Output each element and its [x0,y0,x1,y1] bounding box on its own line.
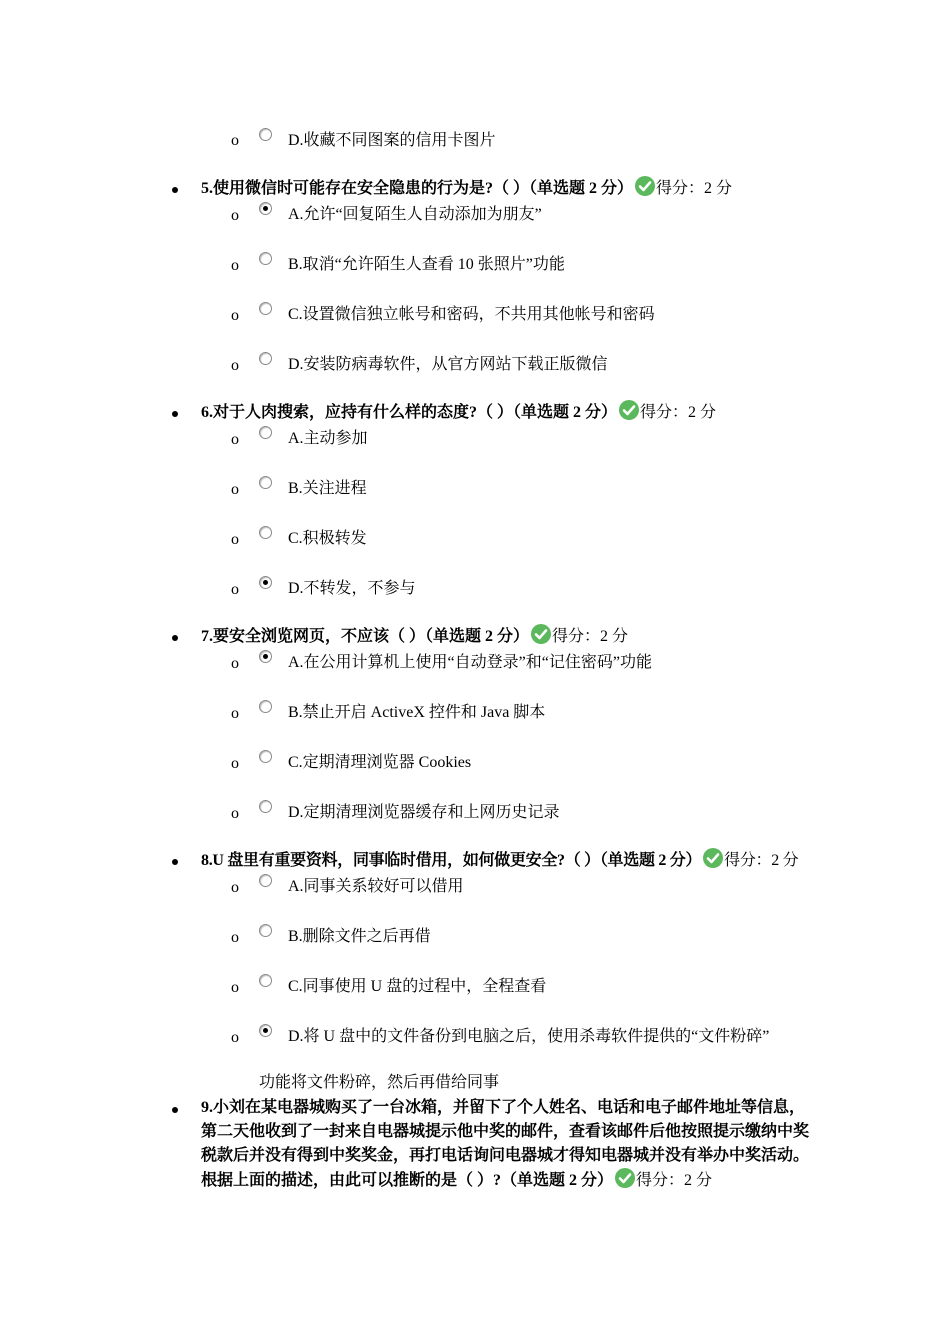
option-marker: o [231,979,239,996]
question-bullet [172,1107,178,1113]
option-marker: o [231,929,239,946]
option-marker: o [231,307,239,324]
question-bullet [172,635,178,641]
q8-option-a-radio[interactable] [259,874,272,887]
question-6-score: 得分：2 分 [640,404,717,421]
question-7-score: 得分：2 分 [552,628,629,645]
option-marker: o [231,207,239,224]
q6-option-b-label: B.关注进程 [288,480,367,497]
option-marker: o [231,655,239,672]
option-marker: o [231,132,239,149]
check-circle-icon [531,624,551,644]
option-marker: o [231,755,239,772]
question-bullet [172,411,178,417]
q5-option-d-label: D.安装防病毒软件，从官方网站下载正版微信 [288,356,608,373]
q7-option-d-radio[interactable] [259,800,272,813]
q5-option-c-radio[interactable] [259,302,272,315]
check-circle-icon [619,400,639,420]
option-marker: o [231,705,239,722]
option-marker: o [231,879,239,896]
q7-option-b-label: B.禁止开启 ActiveX 控件和 Java 脚本 [288,704,546,721]
q7-option-c-label: C.定期清理浏览器 Cookies [288,754,472,771]
q5-option-c-label: C.设置微信独立帐号和密码，不共用其他帐号和密码 [288,306,655,323]
q7-option-d-label: D.定期清理浏览器缓存和上网历史记录 [288,804,560,821]
option-d-radio[interactable] [259,128,272,141]
q6-option-a-radio[interactable] [259,426,272,439]
q8-option-d-label: D.将 U 盘中的文件备份到电脑之后，使用杀毒软件提供的“文件粉碎” [288,1028,770,1045]
question-9-title: 9.小刘在某电器城购买了一台冰箱，并留下了个人姓名、电话和电子邮件地址等信息，第二天他收到了一封来自电器城提示他中奖的邮件，查看该邮件后他按照提示缴纳中奖税款后并没有得到中奖奖金，再打电话询问电器城才得知电器城并没有举办中奖活动。根据上面的描述，由此可以推断的是（ ）?（单选题 2 分） 得分：2 分 [201,1099,810,1189]
option-d-label: D.收藏不同图案的信用卡图片 [288,132,496,149]
option-marker: o [231,481,239,498]
question-9-score: 得分：2 分 [636,1172,713,1189]
check-circle-icon [615,1168,635,1188]
check-circle-icon [635,176,655,196]
q8-option-d-continuation: 功能将文件粉碎，然后再借给同事 [259,1074,500,1091]
option-marker: o [231,431,239,448]
option-marker: o [231,581,239,598]
q5-option-d-radio[interactable] [259,352,272,365]
q5-option-b-label: B.取消“允许陌生人查看 10 张照片”功能 [288,256,565,273]
question-8-title: 8.U 盘里有重要资料，同事临时借用，如何做更安全?（ ）（单选题 2 分） 得分：2 分 [201,848,821,873]
option-marker: o [231,257,239,274]
q6-option-a-label: A.主动参加 [288,430,368,447]
question-8-score: 得分：2 分 [724,852,799,869]
q6-option-b-radio[interactable] [259,476,272,489]
q6-option-c-label: C.积极转发 [288,530,367,547]
q7-option-b-radio[interactable] [259,700,272,713]
question-6-title: 6.对于人肉搜索，应持有什么样的态度?（ ）（单选题 2 分） 得分：2 分 [201,400,821,425]
option-marker: o [231,531,239,548]
q8-option-c-radio[interactable] [259,974,272,987]
question-5-title: 5.使用微信时可能存在安全隐患的行为是?（ ）（单选题 2 分） 得分：2 分 [201,176,821,201]
q6-option-d-label: D.不转发，不参与 [288,580,416,597]
q5-option-a-radio[interactable] [259,202,272,215]
option-marker: o [231,357,239,374]
q6-option-d-radio[interactable] [259,576,272,589]
check-circle-icon [703,848,723,868]
question-bullet [172,187,178,193]
q5-option-b-radio[interactable] [259,252,272,265]
q7-option-c-radio[interactable] [259,750,272,763]
question-7-title: 7.要安全浏览网页，不应该（ ）（单选题 2 分） 得分：2 分 [201,624,821,649]
option-marker: o [231,805,239,822]
q8-option-c-label: C.同事使用 U 盘的过程中，全程查看 [288,978,547,995]
question-5-score: 得分：2 分 [656,180,733,197]
q8-option-d-radio[interactable] [259,1024,272,1037]
q8-option-b-label: B.删除文件之后再借 [288,928,431,945]
q8-option-b-radio[interactable] [259,924,272,937]
q7-option-a-radio[interactable] [259,650,272,663]
q8-option-a-label: A.同事关系较好可以借用 [288,878,464,895]
question-bullet [172,859,178,865]
option-marker: o [231,1029,239,1046]
q5-option-a-label: A.允许“回复陌生人自动添加为朋友” [288,206,542,223]
q7-option-a-label: A.在公用计算机上使用“自动登录”和“记住密码”功能 [288,654,652,671]
q6-option-c-radio[interactable] [259,526,272,539]
